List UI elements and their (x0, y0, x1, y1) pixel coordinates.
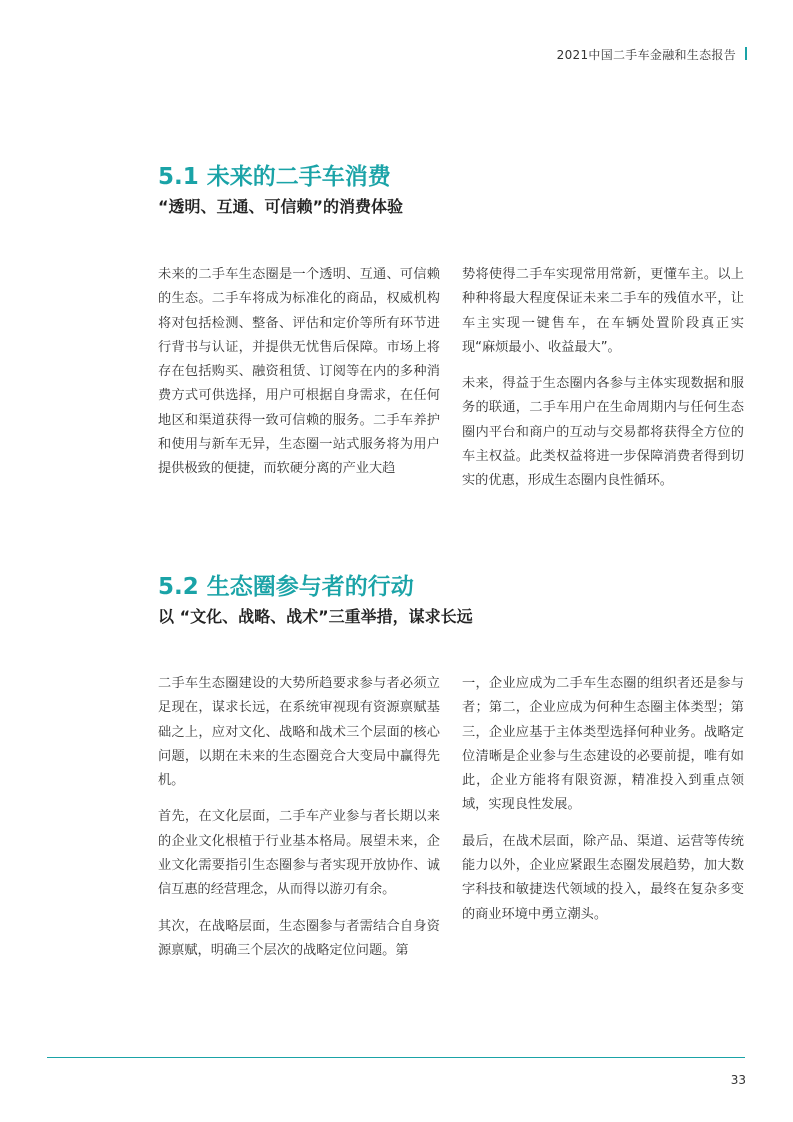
section-2-title: 5.2 生态圈参与者的行动 (158, 574, 414, 600)
paragraph: 未来，得益于生态圈内各参与主体实现数据和服务的联通，二手车用户在生命周期内与任何生态圈内平台和商户的互动与交易都将获得全方位的车主权益。此类权益将进一步保障消费者得到切实的优惠，形成生态圈内良性循环。 (462, 376, 744, 489)
section-1-left-column (158, 263, 440, 494)
header-accent-bar (745, 47, 747, 60)
paragraph: 二手车生态圈建设的大势所趋要求参与者必须立足现在，谋求长远，在系统审视现有资源禀赋基础之上，应对文化、战略和战术三个层面的核心问题，以期在未来的生态圈竞合大变局中赢得先机。 (158, 676, 440, 789)
paragraph: 最后，在战术层面，除产品、渠道、运营等传统能力以外，企业应紧跟生态圈发展趋势，加大数字科技和敏捷迭代领域的投入，最终在复杂多变的商业环境中勇立潮头。 (462, 833, 744, 922)
paragraph: 其次，在战略层面，生态圈参与者需结合自身资源禀赋，明确三个层次的战略定位问题。第 (158, 918, 440, 958)
paragraph: 首先，在文化层面，二手车产业参与者长期以来的企业文化根植于行业基本格局。展望未来，企业文化需要指引生态圈参与者实现开放协作、诚信互惠的经营理念，从而得以游刃有余。 (158, 809, 440, 898)
section-1-right-column (462, 263, 744, 506)
section-1-title: 5.1 未来的二手车消费 (158, 164, 391, 190)
paragraph: 势将使得二手车实现常用常新，更懂车主。以上种种将最大程度保证未来二手车的残值水平，让车主实现一键售车，在车辆处置阶段真正实现“麻烦最小、收益最大”。 (462, 267, 744, 355)
page-number: 33 (730, 1073, 746, 1087)
section-1-subtitle: “透明、互通、可信赖”的消费体验 (158, 197, 404, 216)
section-2-right-column (462, 672, 744, 939)
footer-divider (47, 1057, 745, 1058)
section-2-left-column (158, 672, 440, 975)
report-title: 2021中国二手车金融和生态报告 (556, 48, 736, 62)
paragraph: 一，企业应成为二手车生态圈的组织者还是参与者；第二，企业应成为何种生态圈主体类型；第三，企业应基于主体类型选择何种业务。战略定位清晰是企业参与生态建设的必要前提，唯有如此，企业方能将有限资源，精准投入到重点领域，实现良性发展。 (462, 676, 744, 813)
paragraph: 未来的二手车生态圈是一个透明、互通、可信赖的生态。二手车将成为标准化的商品，权威机构将对包括检测、整备、评估和定价等所有环节进行背书与认证，并提供无忧售后保障。市场上将存在包括购买、融资租赁、订阅等在内的多种消费方式可供选择，用户可根据自身需求，在任何地区和渠道获得一致可信赖的服务。二手车养护和使用与新车无异，生态圈一站式服务将为用户提供极致的便捷，而软硬分离的产业大趋 (158, 267, 440, 477)
section-2-subtitle: 以 “文化、战略、战术”三重举措，谋求长远 (158, 607, 473, 626)
